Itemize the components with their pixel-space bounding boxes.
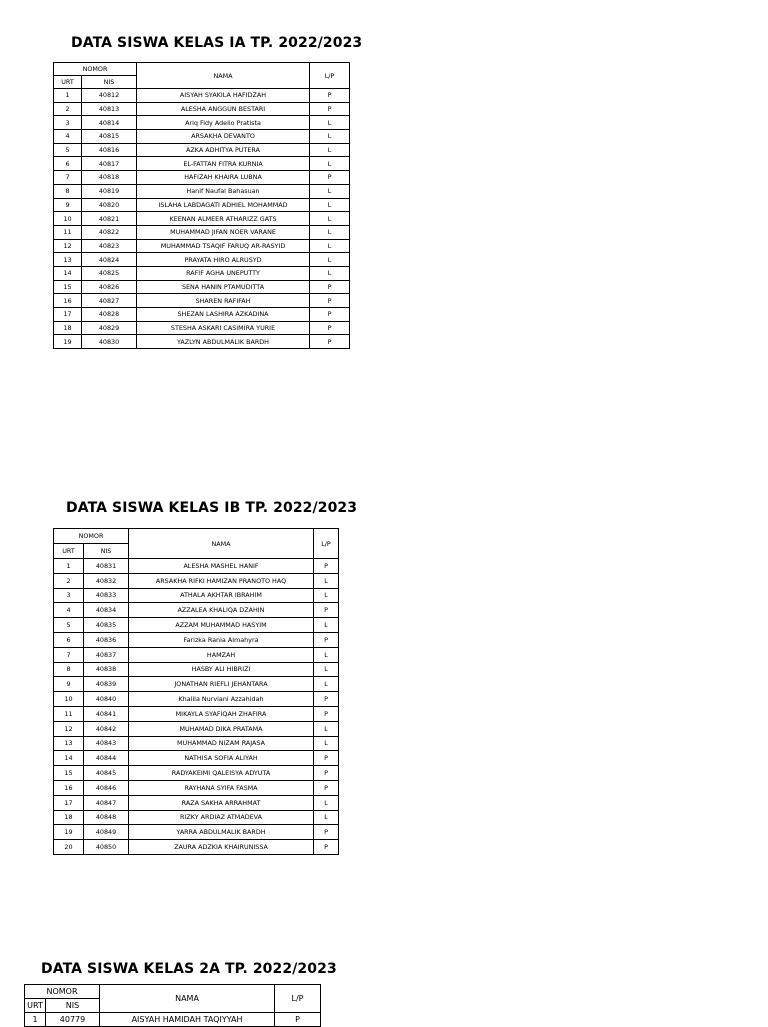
lp-cell: P: [310, 171, 350, 185]
nama-cell: SENA HANIN PTAMUDITTA: [137, 280, 310, 294]
lp-cell: L: [314, 810, 339, 825]
table-row: [54, 280, 350, 294]
table-row: [54, 692, 339, 707]
nis-cell: 40824: [82, 253, 137, 267]
lp-cell: L: [314, 677, 339, 692]
nis-cell: 40843: [84, 736, 129, 751]
nama-cell: AZZALEA KHALIQA DZAHIN: [129, 603, 314, 618]
nis-cell: 40832: [84, 573, 129, 588]
table-row: [54, 294, 350, 308]
lp-cell: P: [310, 280, 350, 294]
table-row: [54, 706, 339, 721]
lp-cell: L: [314, 795, 339, 810]
nis-cell: 40813: [82, 102, 137, 116]
nis-header: NIS: [82, 76, 137, 89]
nis-cell: 40826: [82, 280, 137, 294]
nis-cell: 40817: [82, 157, 137, 171]
nis-cell: 40830: [82, 335, 137, 349]
lp-cell: L: [310, 212, 350, 226]
urt-cell: 9: [54, 198, 82, 212]
urt-cell: 2: [54, 573, 84, 588]
lp-header: L/P: [310, 63, 350, 89]
nama-cell: EL-FATTAN FITRA KURNIA: [137, 157, 310, 171]
table-row: [54, 130, 350, 144]
urt-header: URT: [54, 76, 82, 89]
nis-cell: 40821: [82, 212, 137, 226]
nis-cell: 40833: [84, 588, 129, 603]
nama-cell: RAFIF AGHA UNEPUTTY: [137, 266, 310, 280]
lp-cell: P: [314, 559, 339, 574]
table-row: [54, 335, 350, 349]
nama-cell: JONATHAN RIEFLI JEHANTARA: [129, 677, 314, 692]
nis-cell: 40849: [84, 825, 129, 840]
urt-cell: 3: [54, 588, 84, 603]
class-title: DATA SISWA KELAS 2A TP. 2022/2023: [41, 961, 337, 977]
table-row: [54, 618, 339, 633]
urt-cell: 19: [54, 825, 84, 840]
nis-cell: 40823: [82, 239, 137, 253]
table-row: [54, 751, 339, 766]
nama-cell: RAZA SAKHA ARRAHMAT: [129, 795, 314, 810]
urt-cell: 10: [54, 212, 82, 226]
urt-cell: 17: [54, 795, 84, 810]
table-row: [25, 1013, 321, 1027]
lp-cell: L: [310, 225, 350, 239]
nis-cell: 40820: [82, 198, 137, 212]
urt-cell: 1: [54, 89, 82, 103]
nis-cell: 40822: [82, 225, 137, 239]
nama-cell: YARRA ABDULMALIK BARDH: [129, 825, 314, 840]
table-row: [54, 102, 350, 116]
table-row: [54, 677, 339, 692]
urt-cell: 13: [54, 736, 84, 751]
lp-cell: P: [314, 751, 339, 766]
urt-cell: 18: [54, 321, 82, 335]
lp-cell: L: [314, 573, 339, 588]
nomor-header: NOMOR: [25, 985, 100, 999]
table-row: [54, 810, 339, 825]
urt-cell: 10: [54, 692, 84, 707]
table-row: [54, 116, 350, 130]
nama-cell: ALESHA MASHEL HANIF: [129, 559, 314, 574]
nama-cell: ISLAHA LABDAGATI ADHIEL MOHAMMAD: [137, 198, 310, 212]
nama-cell: RADYAKEIMI QALEISYA ADYUTA: [129, 766, 314, 781]
table-row: [54, 840, 339, 855]
lp-cell: P: [314, 632, 339, 647]
table-row: [54, 157, 350, 171]
nis-cell: 40838: [84, 662, 129, 677]
lp-cell: P: [275, 1013, 321, 1027]
nis-cell: 40815: [82, 130, 137, 144]
lp-cell: L: [310, 116, 350, 130]
lp-cell: P: [310, 294, 350, 308]
nama-header: NAMA: [129, 529, 314, 559]
nama-cell: SHEZAN LASHIRA AZKADINA: [137, 308, 310, 322]
nama-header: NAMA: [100, 985, 275, 1013]
table-row: [54, 225, 350, 239]
table-row: [54, 573, 339, 588]
table-row: [54, 239, 350, 253]
nama-cell: MUHAMMAD NIZAM RAJASA: [129, 736, 314, 751]
urt-cell: 15: [54, 280, 82, 294]
table-row: [54, 321, 350, 335]
nama-cell: ARSAKHA DEVANTO: [137, 130, 310, 144]
nis-cell: 40839: [84, 677, 129, 692]
nis-cell: 40846: [84, 780, 129, 795]
urt-cell: 18: [54, 810, 84, 825]
nama-cell: MUHAMMAD TSAQIF FARUQ AR-RASYID: [137, 239, 310, 253]
nis-cell: 40842: [84, 721, 129, 736]
nomor-header: NOMOR: [54, 529, 129, 544]
lp-cell: L: [314, 721, 339, 736]
table-row: [54, 632, 339, 647]
urt-cell: 16: [54, 294, 82, 308]
nis-cell: 40840: [84, 692, 129, 707]
lp-cell: L: [310, 184, 350, 198]
urt-header: URT: [25, 999, 46, 1013]
nis-cell: 40825: [82, 266, 137, 280]
nis-cell: 40848: [84, 810, 129, 825]
nama-cell: STESHA ASKARI CASIMIRA YURIE: [137, 321, 310, 335]
table-row: [54, 184, 350, 198]
nama-cell: AZZAM MUHAMMAD HASYIM: [129, 618, 314, 633]
urt-cell: 17: [54, 308, 82, 322]
table-row: [54, 253, 350, 267]
urt-cell: 6: [54, 157, 82, 171]
lp-cell: L: [310, 198, 350, 212]
nis-cell: 40844: [84, 751, 129, 766]
nis-cell: 40819: [82, 184, 137, 198]
urt-cell: 12: [54, 721, 84, 736]
table-row: [54, 171, 350, 185]
nis-cell: 40836: [84, 632, 129, 647]
nis-header: NIS: [46, 999, 100, 1013]
nama-cell: MUHAMMAD JIFAN NOER VARANE: [137, 225, 310, 239]
lp-cell: P: [314, 780, 339, 795]
urt-cell: 8: [54, 184, 82, 198]
nama-cell: YAZLYN ABDULMALIK BARDH: [137, 335, 310, 349]
nama-cell: AZKA ADHITYA PUTERA: [137, 143, 310, 157]
lp-header: L/P: [314, 529, 339, 559]
urt-cell: 2: [54, 102, 82, 116]
nama-cell: HASBY ALI HIBRIZI: [129, 662, 314, 677]
lp-cell: L: [314, 736, 339, 751]
nama-cell: ALESHA ANGGUN BESTARI: [137, 102, 310, 116]
nama-cell: RAYHANA SYIFA FASMA: [129, 780, 314, 795]
lp-cell: L: [310, 130, 350, 144]
student-table: [53, 62, 350, 349]
urt-cell: 1: [25, 1013, 46, 1027]
table-row: [54, 647, 339, 662]
class-title: DATA SISWA KELAS IB TP. 2022/2023: [66, 500, 358, 516]
table-row: [54, 198, 350, 212]
nama-cell: AISYAH SYAKILA HAFIDZAH: [137, 89, 310, 103]
table-row: [54, 308, 350, 322]
nama-cell: HAFIZAH KHAIRA LUBNA: [137, 171, 310, 185]
nis-cell: 40779: [46, 1013, 100, 1027]
lp-cell: P: [310, 321, 350, 335]
nis-cell: 40845: [84, 766, 129, 781]
nama-cell: Hanif Naufal Bahasuan: [137, 184, 310, 198]
nama-header: NAMA: [137, 63, 310, 89]
table-row: [54, 603, 339, 618]
lp-cell: L: [314, 618, 339, 633]
nis-header: NIS: [84, 544, 129, 559]
nis-cell: 40850: [84, 840, 129, 855]
lp-cell: L: [314, 662, 339, 677]
nis-cell: 40835: [84, 618, 129, 633]
nis-cell: 40816: [82, 143, 137, 157]
nama-cell: KEENAN ALMEER ATHARIZZ GATS: [137, 212, 310, 226]
urt-cell: 9: [54, 677, 84, 692]
lp-cell: P: [314, 603, 339, 618]
lp-cell: P: [314, 825, 339, 840]
urt-cell: 3: [54, 116, 82, 130]
lp-cell: P: [310, 335, 350, 349]
lp-cell: P: [314, 766, 339, 781]
nis-cell: 40812: [82, 89, 137, 103]
lp-cell: P: [310, 308, 350, 322]
nama-cell: MIKAYLA SYAFIQAH ZHAFIRA: [129, 706, 314, 721]
lp-cell: P: [314, 706, 339, 721]
student-table: [24, 984, 321, 1027]
nis-cell: 40814: [82, 116, 137, 130]
urt-cell: 14: [54, 266, 82, 280]
table-row: [54, 588, 339, 603]
nama-cell: Ariq Fidy Adelio Pratista: [137, 116, 310, 130]
urt-cell: 6: [54, 632, 84, 647]
lp-cell: L: [310, 239, 350, 253]
urt-cell: 11: [54, 225, 82, 239]
table-row: [54, 736, 339, 751]
urt-cell: 14: [54, 751, 84, 766]
urt-cell: 13: [54, 253, 82, 267]
table-row: [54, 780, 339, 795]
urt-cell: 7: [54, 647, 84, 662]
urt-cell: 5: [54, 618, 84, 633]
table-row: [54, 825, 339, 840]
urt-cell: 5: [54, 143, 82, 157]
urt-cell: 16: [54, 780, 84, 795]
urt-cell: 15: [54, 766, 84, 781]
lp-cell: L: [310, 253, 350, 267]
table-row: [54, 212, 350, 226]
table-row: [54, 143, 350, 157]
urt-cell: 4: [54, 130, 82, 144]
nis-cell: 40829: [82, 321, 137, 335]
urt-cell: 11: [54, 706, 84, 721]
table-row: [54, 266, 350, 280]
nama-cell: RIZKY ARDIAZ ATMADEVA: [129, 810, 314, 825]
nama-cell: SHAREN RAFIFAH: [137, 294, 310, 308]
nama-cell: Farizka Rania Almahyra: [129, 632, 314, 647]
lp-cell: L: [310, 143, 350, 157]
urt-cell: 1: [54, 559, 84, 574]
lp-header: L/P: [275, 985, 321, 1013]
lp-cell: P: [310, 89, 350, 103]
lp-cell: P: [314, 692, 339, 707]
table-row: [54, 795, 339, 810]
lp-cell: L: [310, 157, 350, 171]
lp-cell: P: [310, 102, 350, 116]
table-row: [54, 721, 339, 736]
nama-cell: MUHAMAD DIKA PRATAMA: [129, 721, 314, 736]
nis-cell: 40831: [84, 559, 129, 574]
table-row: [54, 559, 339, 574]
urt-cell: 20: [54, 840, 84, 855]
urt-cell: 19: [54, 335, 82, 349]
nis-cell: 40837: [84, 647, 129, 662]
urt-header: URT: [54, 544, 84, 559]
nama-cell: ATHALA AKHTAR IBRAHIM: [129, 588, 314, 603]
urt-cell: 8: [54, 662, 84, 677]
class-title: DATA SISWA KELAS IA TP. 2022/2023: [71, 35, 363, 51]
table-row: [54, 662, 339, 677]
urt-cell: 12: [54, 239, 82, 253]
lp-cell: P: [314, 840, 339, 855]
nis-cell: 40841: [84, 706, 129, 721]
urt-cell: 7: [54, 171, 82, 185]
nama-cell: Khalila Nurviani Azzahidah: [129, 692, 314, 707]
nis-cell: 40827: [82, 294, 137, 308]
lp-cell: L: [310, 266, 350, 280]
nama-cell: ZAURA ADZKIA KHAIRUNISSA: [129, 840, 314, 855]
nama-cell: ARSAKHA RIFKI HAMIZAN PRANOTO HAQ: [129, 573, 314, 588]
nomor-header: NOMOR: [54, 63, 137, 76]
urt-cell: 4: [54, 603, 84, 618]
nis-cell: 40834: [84, 603, 129, 618]
nis-cell: 40847: [84, 795, 129, 810]
nama-cell: PRAYATA HIRO ALRUSYD: [137, 253, 310, 267]
nis-cell: 40828: [82, 308, 137, 322]
table-row: [54, 89, 350, 103]
nis-cell: 40818: [82, 171, 137, 185]
nama-cell: AISYAH HAMIDAH TAQIYYAH: [100, 1013, 275, 1027]
table-row: [54, 766, 339, 781]
lp-cell: L: [314, 647, 339, 662]
nama-cell: HAMZAH: [129, 647, 314, 662]
nama-cell: NATHISA SOFIA ALIYAH: [129, 751, 314, 766]
student-table: [53, 528, 339, 855]
lp-cell: L: [314, 588, 339, 603]
